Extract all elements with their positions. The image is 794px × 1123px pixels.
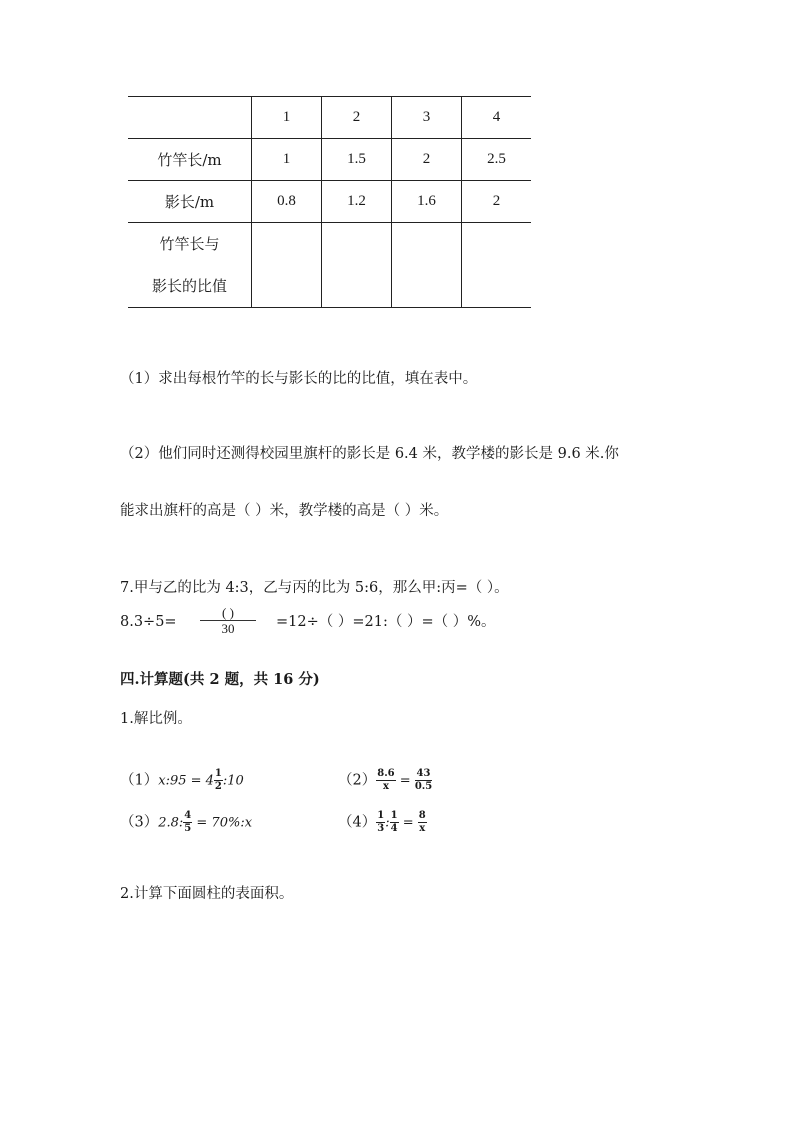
row-label: 影长/m — [128, 181, 252, 223]
proportion-label: （1） — [120, 772, 159, 789]
proportion-3 — [120, 810, 252, 835]
row-label-line: 影长的比值 — [151, 277, 227, 295]
fraction-denominator: 30 — [221, 621, 235, 636]
fraction-denominator: 4 — [390, 823, 398, 834]
question-6-part-2-line-2: 能求出旗杆的高是（ ）米，教学楼的高是（ ）米。 — [120, 503, 449, 519]
table-header-cell — [128, 97, 252, 139]
proportion-expr: = 70%:x — [192, 815, 253, 831]
table-row — [128, 181, 531, 223]
table-cell: 0.8 — [252, 181, 322, 223]
fraction-denominator: x — [382, 781, 389, 792]
question-8-suffix: =12÷（ ）=21:（ ）=（ ）%。 — [276, 614, 496, 630]
fraction-denominator: 3 — [377, 823, 385, 834]
problem-2-title: 2.计算下面圆柱的表面积。 — [120, 886, 294, 902]
table-header-cell: 4 — [462, 97, 532, 139]
row-label — [128, 223, 252, 308]
answer-cell[interactable] — [252, 223, 322, 308]
fraction-numerator: ( ) — [222, 605, 234, 620]
answer-cell[interactable] — [392, 223, 462, 308]
proportion-expr: 2.8: — [158, 815, 184, 831]
table-cell: 2 — [462, 181, 532, 223]
answer-cell[interactable] — [322, 223, 392, 308]
question-6-part-2-line-1: （2）他们同时还测得校园里旗杆的影长是 6.4 米，教学楼的影长是 9.6 米.你 — [120, 446, 619, 462]
table-cell: 2.5 — [462, 139, 532, 181]
mixed-fraction — [214, 768, 223, 793]
proportion-expr: :10 — [222, 773, 244, 789]
fraction-numerator: 1 — [390, 810, 398, 821]
fraction — [376, 768, 395, 793]
fraction-denominator: x — [419, 823, 426, 834]
proportion-2: （2） $\frac{8.6}{x}$ = $\frac{43}{0.5}$ — [338, 768, 433, 792]
section-4-title: 四.计算题(共 2 题，共 16 分) — [120, 671, 320, 688]
proportion-label: （2） — [338, 772, 377, 789]
table-header-cell: 2 — [322, 97, 392, 139]
fraction-numerator: 1 — [214, 768, 222, 779]
table-row — [128, 139, 531, 181]
table-cell: 1.6 — [392, 181, 462, 223]
table-header-cell: 1 — [252, 97, 322, 139]
table-cell: 1.2 — [322, 181, 392, 223]
table-header-row — [128, 97, 531, 139]
fraction-numerator: 8 — [418, 810, 426, 821]
fraction — [390, 810, 399, 835]
question-8-prefix: 8.3÷5= — [120, 614, 177, 630]
ratio-table — [128, 96, 531, 308]
fraction-denominator: 0.5 — [414, 781, 433, 792]
table-header-cell: 3 — [392, 97, 462, 139]
question-6-part-1: （1）求出每根竹竿的长与影长的比的比值，填在表中。 — [120, 371, 478, 387]
fraction — [415, 768, 432, 793]
question-8-fraction — [200, 606, 256, 637]
fraction — [376, 810, 385, 835]
proportion-label: （4） — [338, 814, 377, 831]
fraction-numerator: 43 — [416, 768, 431, 779]
proportion-label: （3） — [120, 814, 159, 831]
fraction-numerator: 4 — [184, 810, 192, 821]
fraction-numerator: 1 — [377, 810, 385, 821]
proportion-4: （4） $\frac{1}{3}$ : $\frac{1}{4}$ = $\frac{8}{x}$ — [338, 810, 426, 834]
proportion-expr: x:95 = 4 — [158, 773, 214, 789]
table-cell: 1.5 — [322, 139, 392, 181]
row-label: 竹竿长/m — [128, 139, 252, 181]
table-cell: 2 — [392, 139, 462, 181]
proportion-1 — [120, 768, 244, 793]
answer-cell[interactable] — [462, 223, 532, 308]
table-cell: 1 — [252, 139, 322, 181]
problem-1-title: 1.解比例。 — [120, 711, 192, 727]
row-label-line: 竹竿长与 — [159, 235, 220, 253]
fraction — [183, 810, 192, 835]
question-7: 7.甲与乙的比为 4:3，乙与丙的比为 5:6，那么甲:丙=（ ）。 — [120, 580, 509, 596]
fraction-numerator: 8.6 — [377, 768, 395, 779]
table-row — [128, 223, 531, 308]
fraction-denominator: 2 — [214, 781, 222, 792]
fraction-denominator: 5 — [184, 823, 192, 834]
fraction — [418, 810, 427, 835]
